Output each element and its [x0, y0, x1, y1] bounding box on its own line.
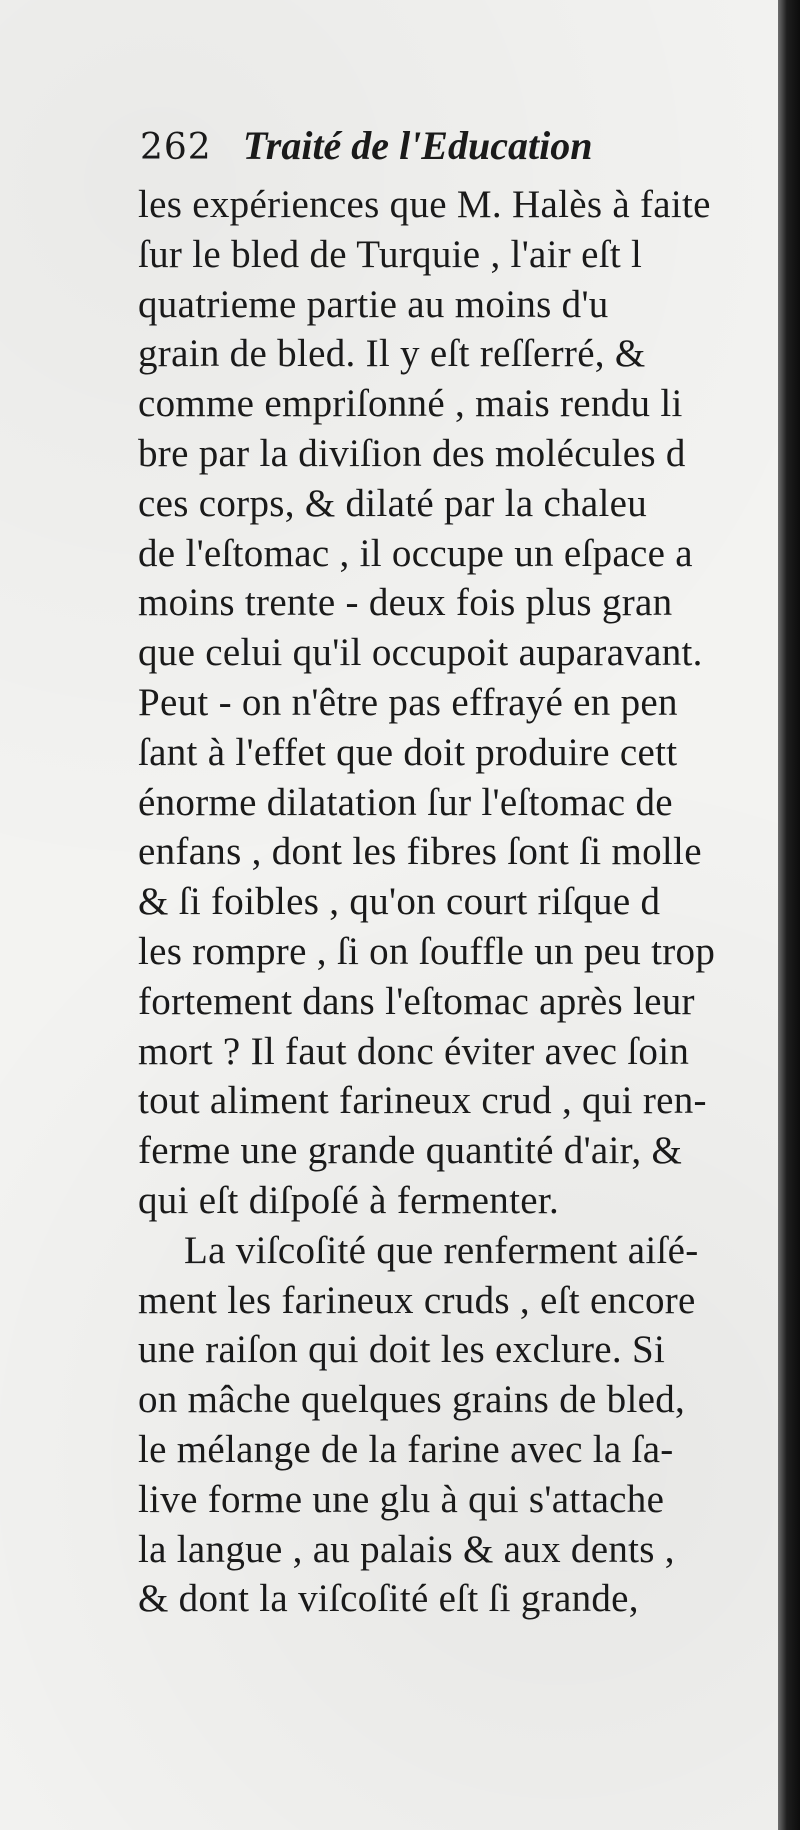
text-line: ces corps, & dilaté par la chaleu — [138, 481, 648, 525]
text-line: les rompre , ſi on ſouffle un peu trop — [138, 929, 716, 973]
text-line: bre par la diviſion des molécules d — [138, 431, 686, 475]
text-line: ment les farineux cruds , eſt encore — [138, 1278, 696, 1322]
page-header — [140, 122, 780, 170]
text-line: ſant à l'effet que doit produire cett — [138, 730, 678, 774]
text-line: Peut - on n'être pas effrayé en pen — [138, 680, 678, 724]
text-line: énorme dilatation ſur l'eſtomac de — [138, 780, 673, 824]
text-line: ferme une grande quantité d'air, & — [138, 1129, 683, 1173]
text-line: que celui qu'il occupoit auparavant. — [138, 631, 703, 675]
text-line: une raiſon qui doit les exclure. Si — [138, 1328, 666, 1372]
page-number: 262 — [140, 127, 212, 168]
text-line: comme empriſonné , mais rendu li — [138, 382, 683, 426]
text-line: le mélange de la farine avec la ſa- — [138, 1427, 674, 1471]
text-line: la langue , au palais & aux dents , — [138, 1527, 675, 1571]
body-text — [138, 180, 778, 1680]
page-gutter-shadow — [778, 0, 800, 1830]
text-line: mort ? Il faut donc éviter avec ſoin — [138, 1029, 690, 1073]
text-line: ſur le bled de Turquie , l'air eſt l — [138, 232, 643, 276]
text-line: on mâche quelques grains de bled, — [138, 1378, 686, 1422]
text-line: grain de bled. Il y eſt reſſerré, & — [138, 332, 646, 376]
paragraph-first-line: La viſcoſité que renferment aiſé- — [184, 1228, 699, 1272]
text-line: fortement dans l'eſtomac après leur — [138, 979, 695, 1023]
text-line: qui eſt diſpoſé à fermenter. — [138, 1178, 560, 1222]
text-line: moins trente - deux fois plus gran — [138, 581, 673, 625]
text-line: tout aliment farineux crud , qui ren- — [138, 1079, 707, 1123]
text-line: & ſi foibles , qu'on court riſque d — [138, 880, 661, 924]
text-line: quatrieme partie au moins d'u — [138, 282, 609, 326]
text-line: live forme une glu à qui s'attache — [138, 1477, 665, 1521]
text-line: enfans , dont les fibres ſont ſi molle — [138, 830, 702, 874]
text-line: de l'eſtomac , il occupe un eſpace a — [138, 531, 693, 575]
text-line: & dont la viſcoſité eſt ſi grande, — [138, 1577, 639, 1621]
running-title: Traité de l'Education — [242, 123, 593, 168]
text-line: les expériences que M. Halès à faite — [138, 183, 711, 226]
